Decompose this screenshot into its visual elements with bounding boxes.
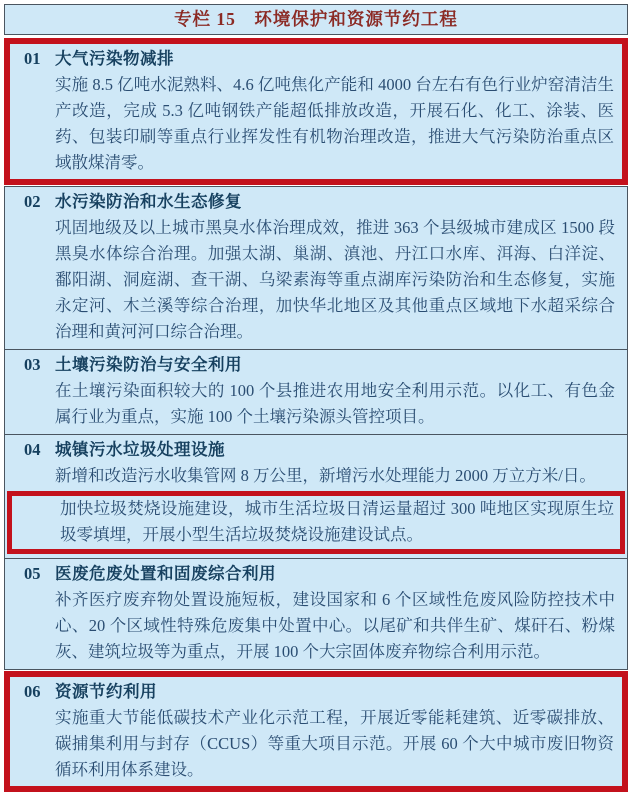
section-air-pollution — [4, 38, 628, 185]
section-paragraph: 补齐医疗废弃物处置设施短板，建设国家和 6 个区域性危废风险防控技术中心、20 个区域性特殊危废集中处置中心。以尾矿和共伴生矿、煤矸石、粉煤灰、建筑垃圾等为重点，开展 100 个大宗固体废弃物综合利用示范。 — [55, 590, 615, 661]
section-paragraph: 巩固地级及以上城市黑臭水体治理成效，推进 363 个县级城市建成区 1500 段黑臭水体综合治理。加强太湖、巢湖、滇池、丹江口水库、洱海、白洋淀、鄱阳湖、洞庭湖、查干湖、乌梁素海等重点湖库污染防治和生态修复，实施永定河、木兰溪等综合治理，加快华北地区及其他重点区域地下水超采综合治理和黄河河口综合治理。 — [55, 218, 615, 341]
section-paragraph: 在土壤污染面积较大的 100 个县推进农用地安全利用示范。以化工、有色金属行业为重点，实施 100 个土壤污染源头管控项目。 — [55, 381, 615, 426]
section-soil-pollution — [5, 350, 627, 435]
section-paragraph: 实施 8.5 亿吨水泥熟料、4.6 亿吨焦化产能和 4000 台左右有色行业炉窑清洁生产改造，完成 5.3 亿吨钢铁产能超低排放改造，开展石化、化工、涂装、医药、包装印刷等重点行业挥发性有机物治理改造，推进大气污染防治重点区域散煤清零。 — [55, 75, 614, 172]
section-paragraph: 实施重大节能低碳技术产业化示范工程，开展近零能耗建筑、近零碳排放、碳捕集利用与封存（CCUS）等重大项目示范。开展 60 个大中城市废旧物资循环利用体系建设。 — [55, 708, 614, 779]
section-title-row — [18, 189, 615, 215]
section-number: 06 — [24, 682, 41, 701]
section-sewage-waste-facilities — [5, 435, 627, 559]
section-number: 02 — [24, 192, 41, 211]
sections-table — [4, 186, 628, 670]
section-title-row — [18, 679, 614, 705]
column-header-title: 专栏 15 环境保护和资源节约工程 — [174, 9, 458, 29]
section-paragraph: 新增和改造污水收集管网 8 万公里，新增污水处理能力 2000 万立方米/日。 — [55, 466, 596, 485]
column-header — [4, 4, 628, 35]
section-title-row — [18, 437, 615, 463]
section-water-pollution — [5, 187, 627, 350]
section-number: 05 — [24, 564, 41, 583]
section-number: 03 — [24, 355, 41, 374]
section-title-row — [18, 46, 614, 72]
section-number: 04 — [24, 440, 41, 459]
section-title-row — [18, 561, 615, 587]
section-medical-solid-waste — [5, 559, 627, 669]
section-title: 水污染防治和水生态修复 — [55, 192, 242, 211]
highlighted-paragraph: 加快垃圾焚烧设施建设，城市生活垃圾日清运量超过 300 吨地区实现原生垃圾零填埋，开展小型生活垃圾焚烧设施建设试点。 — [7, 491, 625, 554]
section-number: 01 — [24, 49, 41, 68]
section-title: 城镇污水垃圾处理设施 — [55, 440, 225, 459]
section-resource-conservation — [4, 671, 628, 792]
section-title: 大气污染物减排 — [55, 49, 174, 68]
section-title: 资源节约利用 — [55, 682, 157, 701]
section-title-row — [18, 352, 615, 378]
section-title: 土壤污染防治与安全利用 — [55, 355, 242, 374]
section-title: 医废危废处置和固废综合利用 — [55, 564, 276, 583]
